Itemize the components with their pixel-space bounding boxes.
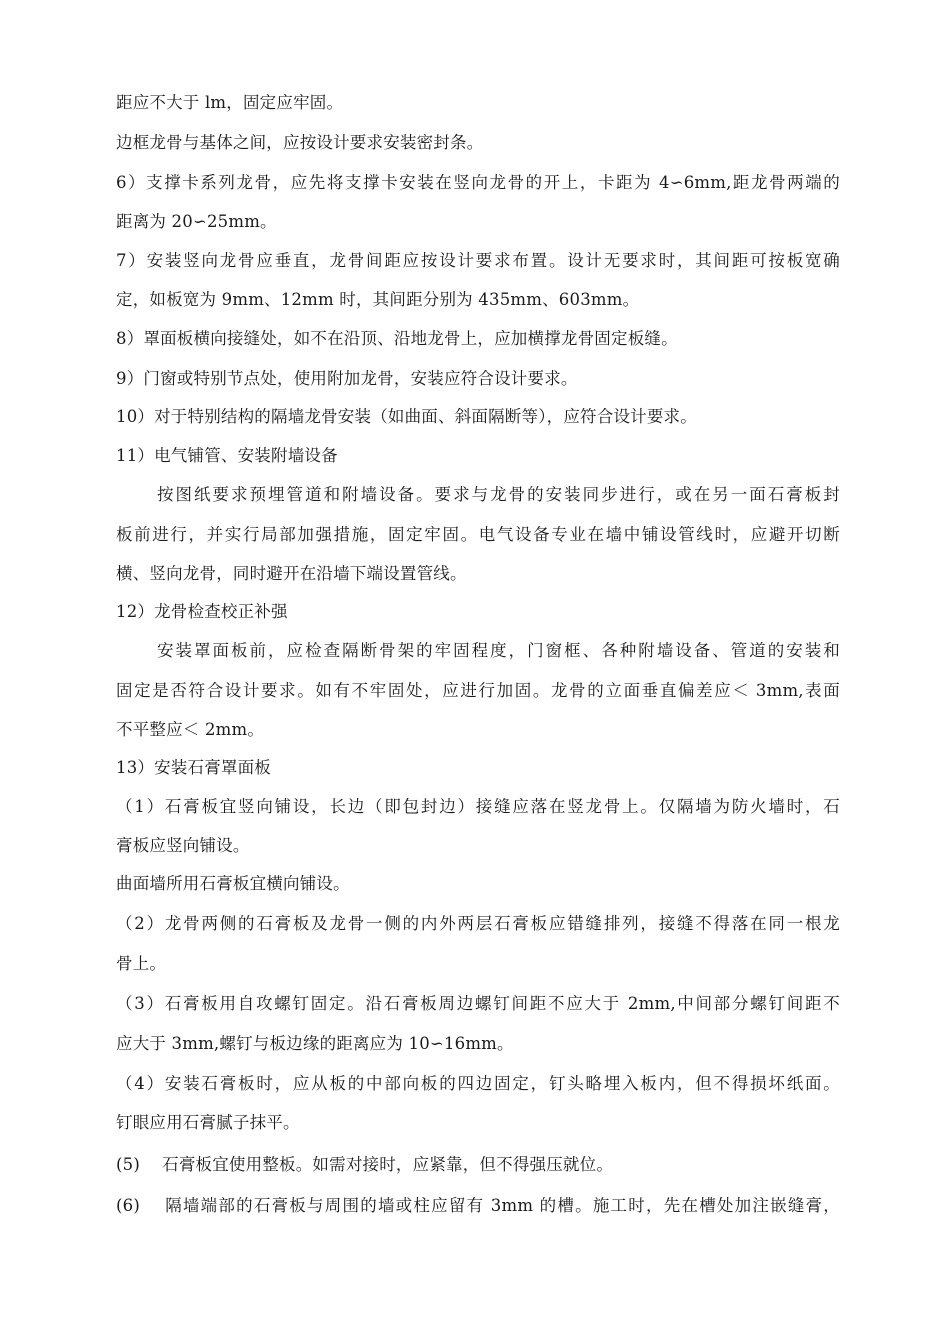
text-line: 10）对于特别结构的隔墙龙骨安装（如曲面、斜面隔断等），应符合设计要求。: [116, 407, 697, 426]
text-line: 距离为 20∽25mm。: [116, 212, 277, 231]
text-line: 应大于 3mm,螺钉与板边缘的距离应为 10∽16mm。: [116, 1034, 514, 1053]
text-line: 6）支撑卡系列龙骨，应先将支撑卡安装在竖向龙骨的开上，卡距为 4∽6mm,距龙骨两端的: [116, 173, 840, 192]
text-line: 曲面墙所用石膏板宜横向铺设。: [116, 874, 350, 893]
text-line: 钉眼应用石膏腻子抹平。: [116, 1113, 300, 1132]
text-line: (5) 石膏板宜使用整板。如需对接时，应紧靠，但不得强压就位。: [116, 1155, 614, 1174]
text-line: 骨上。: [116, 954, 167, 973]
text-line: 11）电气铺管、安装附墙设备: [116, 446, 338, 465]
text-line: 9）门窗或特别节点处，使用附加龙骨，安装应符合设计要求。: [116, 369, 578, 388]
text-line: 横、竖向龙骨，同时避开在沿墙下端设置管线。: [116, 564, 467, 583]
text-line: 边框龙骨与基体之间，应按设计要求安装密封条。: [116, 133, 484, 152]
text-line: 7）安装竖向龙骨应垂直，龙骨间距应按设计要求布置。设计无要求时，其间距可按板宽确: [116, 251, 840, 270]
text-line: 不平整应＜ 2mm。: [116, 720, 265, 739]
text-line: (6) 隔墙端部的石膏板与周围的墙或柱应留有 3mm 的槽。施工时，先在槽处加注嵌缝膏，: [116, 1196, 840, 1215]
text-line: 按图纸要求预埋管道和附墙设备。要求与龙骨的安装同步进行，或在另一面石膏板封: [157, 485, 840, 504]
text-line: 板前进行，并实行局部加强措施，固定牢固。电气设备专业在墙中铺设管线时，应避开切断: [116, 525, 840, 544]
text-line: 13）安装石膏罩面板: [116, 758, 271, 777]
text-line: 膏板应竖向铺设。: [116, 836, 250, 855]
text-line: （4）安装石膏板时，应从板的中部向板的四边固定，钉头略埋入板内，但不得损坏纸面。: [116, 1074, 840, 1093]
text-line: 定，如板宽为 9mm、12mm 时，其间距分别为 435mm、603mm。: [116, 290, 640, 309]
text-line: （3）石膏板用自攻螺钉固定。沿石膏板周边螺钉间距不应大于 2mm,中间部分螺钉间距不: [116, 994, 840, 1013]
text-line: 8）罩面板横向接缝处，如不在沿顶、沿地龙骨上，应加横撑龙骨固定板缝。: [116, 329, 678, 348]
text-line: 固定是否符合设计要求。如有不牢固处，应进行加固。龙骨的立面垂直偏差应＜ 3mm,表面: [116, 681, 840, 700]
text-line: 12）龙骨检查校正补强: [116, 602, 288, 621]
text-line: （1）石膏板宜竖向铺设，长边（即包封边）接缝应落在竖龙骨上。仅隔墙为防火墙时，石: [116, 797, 840, 816]
text-line: 距应不大于 lm，固定应牢固。: [116, 93, 344, 112]
text-line: （2）龙骨两侧的石膏板及龙骨一侧的内外两层石膏板应错缝排列，接缝不得落在同一根龙: [116, 914, 840, 933]
text-line: 安装罩面板前，应检查隔断骨架的牢固程度，门窗框、各种附墙设备、管道的安装和: [157, 641, 840, 660]
